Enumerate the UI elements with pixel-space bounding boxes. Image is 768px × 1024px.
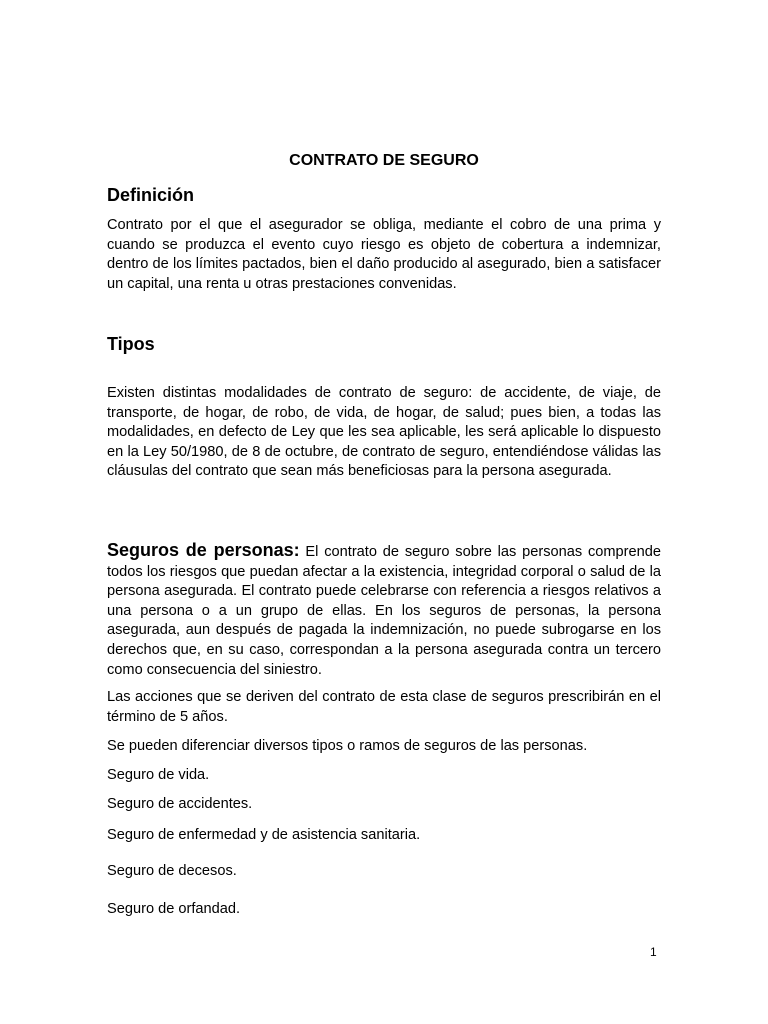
list-item: Seguro de accidentes. bbox=[107, 796, 253, 812]
document-title: CONTRATO DE SEGURO bbox=[289, 152, 479, 169]
paragraph-seguros-personas bbox=[107, 541, 661, 680]
heading-definicion: Definición bbox=[107, 185, 195, 205]
paragraph-acciones: Las acciones que se deriven del contrato de esta clase de seguros prescribirán en el término de 5 años. bbox=[107, 689, 661, 725]
page-number: 1 bbox=[650, 945, 657, 959]
list-item: Seguro de enfermedad y de asistencia sanitaria. bbox=[107, 827, 421, 843]
seguros-personas-text: El contrato de seguro sobre las personas comprende todos los riesgos que puedan afectar a la existencia, integridad corporal o salud de la persona asegurada. El contrato puede celebrarse con referencia a riesgos relativos a una persona o a un grupo de ellas. En los seguros de personas, la persona asegurada, aun después de pagada la indemnización, no puede subrogarse en los derechos que, en su caso, correspondan a la persona asegurada contra un tercero como consecuencia del siniestro. bbox=[107, 544, 661, 678]
list-item: Seguro de vida. bbox=[107, 767, 210, 783]
list-item: Seguro de decesos. bbox=[107, 863, 237, 879]
paragraph-tipos: Existen distintas modalidades de contrato de seguro: de accidente, de viaje, de transporte, de hogar, de robo, de vida, de hogar, de salud; pues bien, a todas las modalidades, en defecto de Ley que les sea aplicable, les será aplicable lo dispuesto en la Ley 50/1980, de 8 de octubre, de contrato de seguro, entendiéndose válidas las cláusulas del contrato que sean más beneficiosas para la persona asegurada. bbox=[107, 385, 661, 480]
paragraph-definicion: Contrato por el que el asegurador se obliga, mediante el cobro de una prima y cuando se produzca el evento cuyo riesgo es objeto de cobertura a indemnizar, dentro de los límites pactados, bien el daño producido al asegurado, bien a satisfacer un capital, una renta u otras prestaciones convenidas. bbox=[107, 217, 661, 292]
paragraph-diferenciar: Se pueden diferenciar diversos tipos o ramos de seguros de las personas. bbox=[107, 738, 588, 754]
list-item: Seguro de orfandad. bbox=[107, 901, 241, 917]
heading-seguros-personas: Seguros de personas: bbox=[107, 540, 300, 560]
heading-tipos: Tipos bbox=[107, 334, 155, 354]
